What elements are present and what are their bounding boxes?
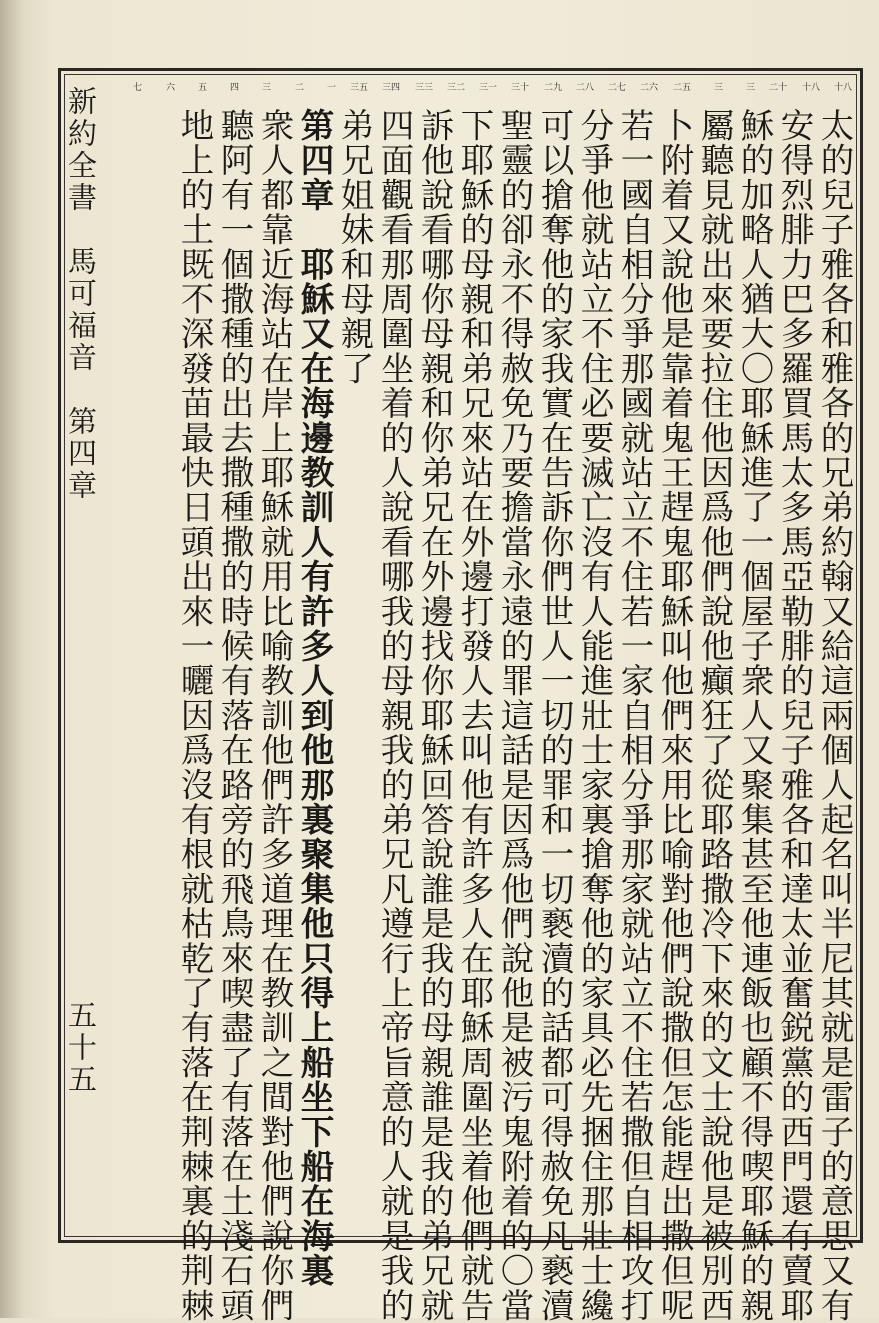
verse-marker: 三二 <box>446 83 465 93</box>
text-column: 衆人都靠近海站在岸上耶穌就用比喻教訓他們許多道理在教訓之間對他們說你們 <box>255 108 294 1323</box>
verse-marker: 三四 <box>381 83 400 93</box>
text-column: 穌的加略人猶大〇耶穌進了一個屋子衆人又聚集甚至他連飯也顧不得喫耶穌的親 <box>735 108 774 1323</box>
book-title: 新約全書 <box>64 86 98 214</box>
verse-marker: 二八 <box>575 83 594 93</box>
text-column: 屬聽見就出來要拉住他因爲他們說他癲狂了從耶路撒冷下來的文士說他是被別西 <box>695 108 734 1323</box>
verse-marker: 三十 <box>510 83 529 93</box>
text-column: 分爭他就站立不住必要滅亡沒有人能進壯士家裏搶奪他的家具必先捆住那壯士纔 <box>575 108 614 1323</box>
verse-marker: 三 <box>261 83 271 93</box>
text-column: 下耶穌的母親和弟兄來站在外邊打發人去叫他有許多人在耶穌周圍坐着他們就告 <box>455 108 494 1323</box>
verse-marker: 五 <box>197 83 207 93</box>
verse-marker: 二十 <box>768 83 787 93</box>
text-column: 聖靈的卻永不得赦免乃要擔當永遠的罪這話是因爲他們說他是被污鬼附着的〇當 <box>495 108 534 1323</box>
verse-marker: 一 <box>326 83 336 93</box>
running-header <box>63 86 99 766</box>
verse-marker: 三 <box>745 83 755 93</box>
text-column: 弟兄姐妹和母親了 <box>335 108 374 386</box>
text-column: 若一國自相分爭那國就站立不住若一家自相分爭那家就站立不住若撒但自相攻打 <box>615 108 654 1323</box>
chapter-title: 第四章 <box>64 406 98 502</box>
verse-marker: 二九 <box>543 83 562 93</box>
verse-marker: 三 <box>713 83 723 93</box>
text-column: 訴他說看哪你母親和你弟兄在外邊找你耶穌回答說誰是我的母親誰是我的弟兄就 <box>415 108 454 1323</box>
verse-number-strip <box>110 80 852 100</box>
text-column: 地上的土既不深發苗最快日頭出來一曬因爲沒有根就枯乾了有落在荆棘裏的荆棘 <box>175 108 214 1323</box>
verse-marker: 十八 <box>833 83 852 93</box>
verse-marker: 十八 <box>801 83 820 93</box>
verse-marker: 三一 <box>478 83 497 93</box>
verse-marker: 三三 <box>414 83 433 93</box>
verse-marker: 四 <box>229 83 239 93</box>
verse-marker: 三五 <box>349 83 368 93</box>
verse-marker: 二六 <box>639 83 658 93</box>
text-column: 卜附着又說他是靠着鬼王趕鬼耶穌叫他們來用比喻對他們說撒但怎能趕出撒但呢 <box>655 108 694 1323</box>
binding-shadow <box>0 0 24 1318</box>
verse-marker: 七 <box>132 83 142 93</box>
text-column: 聽阿有一個撒種的出去撒種撒的時候有落在路旁的飛鳥來喫盡了有落在土淺石頭 <box>215 108 254 1323</box>
page-number: 五十五 <box>64 1000 98 1096</box>
text-column: 可以搶奪他的家我實在告訴你們世人一切的罪和一切褻瀆的話都可得赦免凡褻瀆 <box>535 108 574 1323</box>
text-column: 安得烈腓力巴多羅買馬太多馬亞勒腓的兒子雅各和達太並奮鋭黨的西門還有賣耶 <box>775 108 814 1323</box>
verse-marker: 二 <box>294 83 304 93</box>
verse-marker: 六 <box>165 83 175 93</box>
text-column: 第四章 耶穌又在海邊教訓人有許多人到他那裏聚集他只得上船坐下船在海裏 <box>295 108 334 1288</box>
text-column: 太的兒子雅各和雅各的兄弟約翰又給這兩個人起名叫半尼其就是雷子的意思又有 <box>815 108 854 1323</box>
scripture-text <box>112 108 854 1323</box>
verse-marker: 二五 <box>672 83 691 93</box>
text-column: 四面觀看那周圍坐着的人說看哪我的母親我的弟兄凡遵行上帝旨意的人就是我的 <box>375 108 414 1323</box>
gospel-title: 馬可福音 <box>64 246 98 374</box>
verse-marker: 二七 <box>607 83 626 93</box>
